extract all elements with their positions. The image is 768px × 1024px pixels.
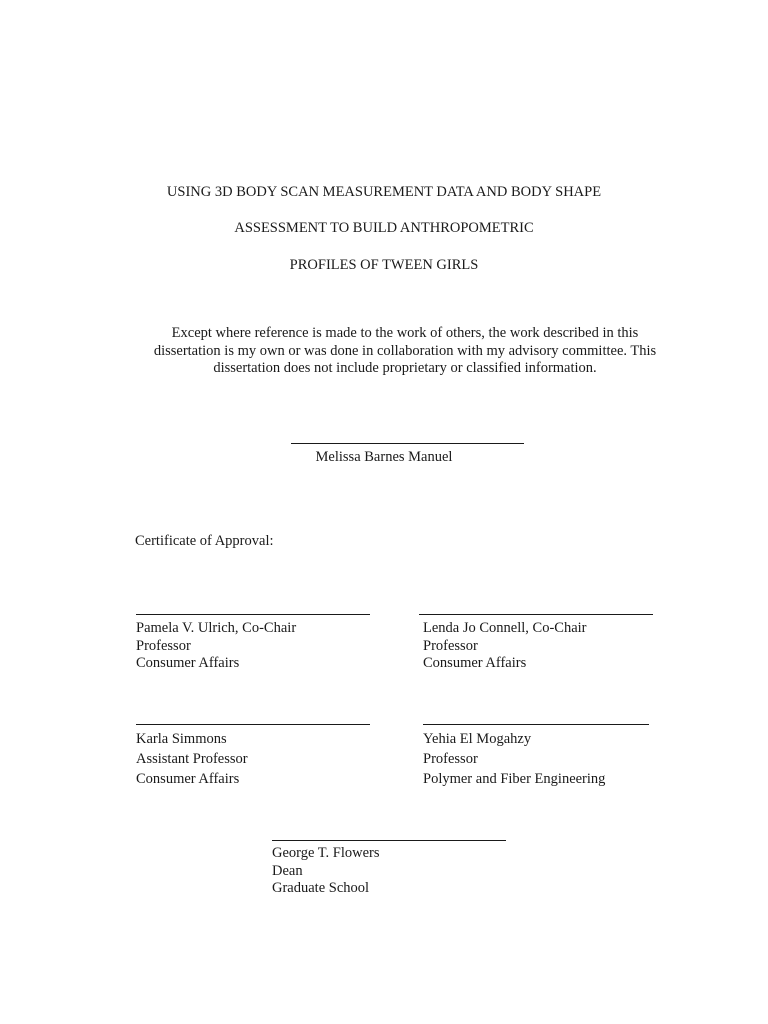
signatory-block [272,845,380,898]
signatory-block [136,620,296,673]
signatory-name: Karla Simmons [136,731,227,747]
title-line-2: ASSESSMENT TO BUILD ANTHROPOMETRIC [234,220,534,236]
statement-line-1: Except where reference is made to the work of others, the work described in this [171,325,639,341]
signatory-title: Professor [423,751,478,767]
signatory-title: Professor [136,637,191,654]
signatory-department: Consumer Affairs [136,771,240,787]
signature-line [136,724,370,725]
signatory-department: Consumer Affairs [423,655,527,671]
title-line-1: USING 3D BODY SCAN MEASUREMENT DATA AND BODY SHAPE [166,184,602,200]
signatory-name: Pamela V. Ulrich, Co-Chair [136,620,297,636]
signatory-block [423,620,587,673]
author-name: Melissa Barnes Manuel [315,449,453,465]
signature-line [423,724,649,725]
title-line-3: PROFILES OF TWEEN GIRLS [289,257,479,273]
signature-line [272,840,506,841]
signatory-title: Assistant Professor [136,751,248,767]
signatory-department: Graduate School [272,880,370,896]
signatory-name: Lenda Jo Connell, Co-Chair [423,620,587,636]
signature-line [419,614,653,615]
statement-line-3: dissertation does not include proprietary or classified information. [213,360,597,376]
statement-line-2: dissertation is my own or was done in collaboration with my advisory committee. This [153,342,657,359]
signature-line [136,614,370,615]
signatory-title: Professor [423,637,478,654]
signatory-block [423,729,605,789]
originality-statement [130,325,680,378]
signatory-department: Consumer Affairs [136,655,240,671]
certificate-label: Certificate of Approval: [135,533,274,549]
signatory-block [136,729,248,789]
signatory-department: Polymer and Fiber Engineering [423,771,606,787]
signatory-name: George T. Flowers [272,845,380,861]
signatory-title: Dean [272,862,303,879]
signatory-name: Yehia El Mogahzy [423,731,532,747]
author-signature-line [291,443,524,444]
